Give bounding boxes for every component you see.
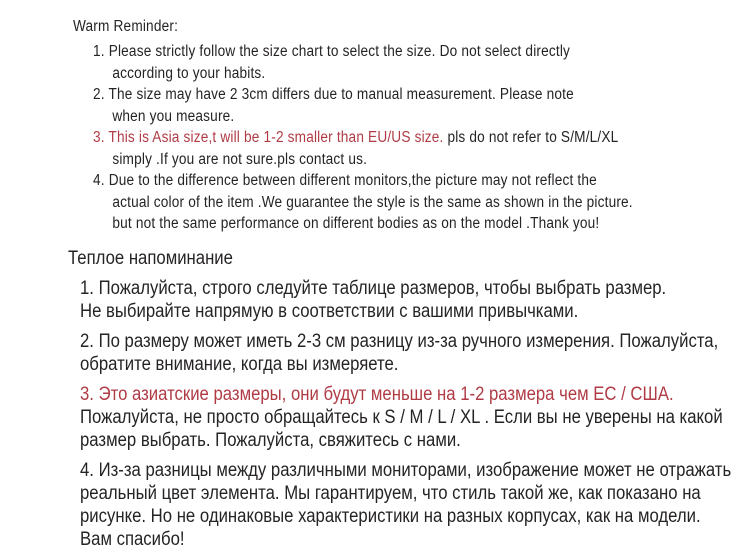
text-line bbox=[80, 429, 731, 452]
reminder-item bbox=[80, 277, 750, 323]
reminder-item bbox=[80, 383, 750, 452]
reminder-item bbox=[80, 459, 750, 551]
text-segment: Вам спасибо! bbox=[80, 529, 185, 550]
text-line bbox=[80, 330, 731, 353]
text-segment: 1. Please strictly follow the size chart to select the size. Do not select directly bbox=[93, 43, 571, 60]
text-line bbox=[93, 149, 633, 171]
text-segment: Пожалуйста, не просто обращайтесь к S / M / L / XL . Если вы не уверены на какой bbox=[80, 407, 723, 428]
text-segment: рисунке. Но не одинаковые характеристики на разных корпусах, как на модели. bbox=[80, 506, 701, 527]
text-segment: 2. По размеру может иметь 2-3 см разницу из-за ручного измерения. Пожалуйста, bbox=[80, 331, 719, 352]
text-segment: but not the same performance on different bodies as on the model .Thank you! bbox=[112, 215, 600, 232]
reminder-item bbox=[93, 127, 706, 170]
text-line bbox=[80, 300, 731, 323]
highlighted-text-segment: 3. Это азиатские размеры, они будут меньше на 1-2 размера чем ЕС / США. bbox=[80, 384, 674, 405]
text-line bbox=[80, 482, 731, 505]
text-segment: pls do not refer to S/M/L/XL bbox=[443, 129, 619, 146]
reminder-item bbox=[93, 170, 706, 235]
english-reminder-list bbox=[93, 41, 706, 235]
english-reminder-section bbox=[73, 16, 706, 235]
text-line bbox=[80, 353, 731, 376]
text-line bbox=[93, 41, 633, 63]
text-segment: 4. Due to the difference between different monitors,the picture may not reflect the bbox=[93, 172, 597, 189]
text-line bbox=[80, 528, 731, 551]
text-segment: Не выбирайте напрямую в соответствии с вашими привычками. bbox=[80, 301, 579, 322]
text-line bbox=[93, 192, 633, 214]
text-line bbox=[80, 383, 731, 406]
text-line bbox=[80, 459, 731, 482]
reminder-item bbox=[93, 84, 706, 127]
text-line bbox=[93, 213, 633, 235]
text-line bbox=[80, 406, 731, 429]
text-segment: 4. Из-за разницы между различными мониторами, изображение может не отражать bbox=[80, 460, 732, 481]
text-segment: 1. Пожалуйста, строго следуйте таблице размеров, чтобы выбрать размер. bbox=[80, 278, 667, 299]
text-line bbox=[93, 170, 633, 192]
reminder-item bbox=[80, 330, 750, 376]
reminder-item bbox=[93, 41, 706, 84]
text-line bbox=[93, 106, 633, 128]
text-segment: реальный цвет элемента. Мы гарантируем, что стиль такой же, как показано на bbox=[80, 483, 701, 504]
text-line bbox=[93, 63, 633, 85]
text-segment: обратите внимание, когда вы измеряете. bbox=[80, 354, 399, 375]
highlighted-text-segment: 3. This is Asia size,t will be 1-2 smaller than EU/US size. bbox=[93, 129, 444, 146]
text-segment: размер выбрать. Пожалуйста, свяжитесь с нами. bbox=[80, 430, 461, 451]
english-title: Warm Reminder: bbox=[73, 18, 179, 35]
text-segment: when you measure. bbox=[112, 107, 235, 125]
russian-reminder-list bbox=[80, 277, 750, 551]
text-line bbox=[80, 505, 731, 528]
text-segment: according to your habits. bbox=[112, 64, 266, 82]
text-line bbox=[80, 277, 731, 300]
russian-reminder-section bbox=[68, 247, 750, 551]
text-segment: simply .If you are not sure.pls contact us. bbox=[112, 150, 368, 168]
text-segment: actual color of the item .We guarantee the style is the same as shown in the picture. bbox=[112, 193, 633, 211]
russian-title: Теплое напоминание bbox=[68, 248, 233, 269]
text-line bbox=[93, 127, 633, 149]
text-segment: 2. The size may have 2 3cm differs due to manual measurement. Please note bbox=[93, 86, 574, 103]
text-line bbox=[93, 84, 633, 106]
